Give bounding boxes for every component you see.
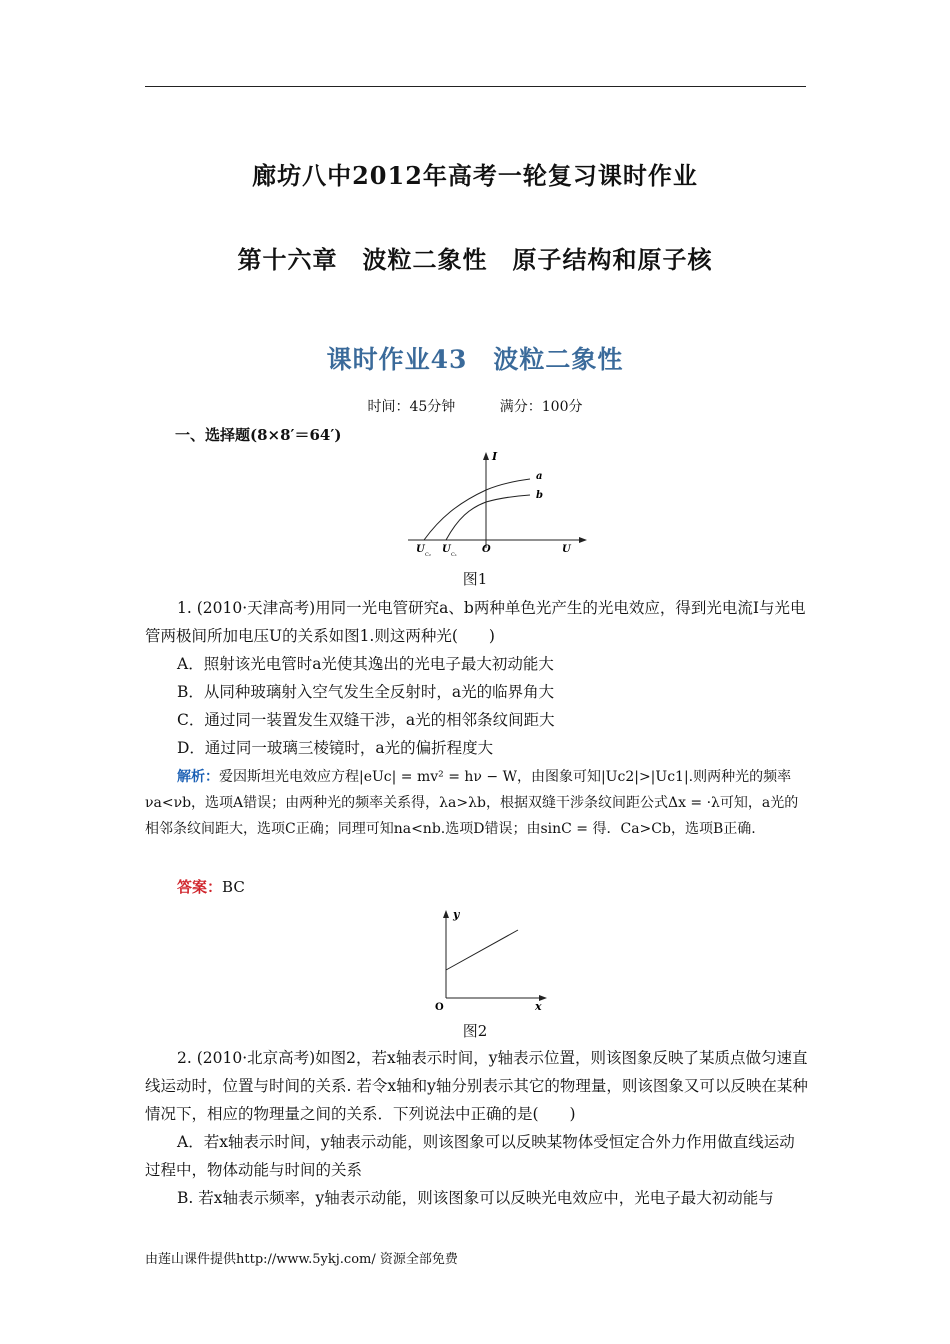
figure-1-label-uc2-sub: C₂ xyxy=(425,552,431,558)
question-1-option-c: C．通过同一装置发生双缝干涉，a光的相邻条纹间距大 xyxy=(177,711,555,729)
figure-1-u-arrow xyxy=(579,537,587,543)
full-score: 满分：100分 xyxy=(499,399,583,415)
figure-2-line xyxy=(446,930,518,970)
question-2-option-a: A．若x轴表示时间，y轴表示动能，则该图象可以反映某物体受恒定合外力作用做直线运动过程中，物体动能与时间的关系 xyxy=(145,1133,795,1179)
figure-1-label-uc1-sub: C₁ xyxy=(451,552,457,558)
figure-1-i-arrow xyxy=(483,452,489,460)
answer-label: 答案： xyxy=(177,878,223,896)
question-1-option-a: A．照射该光电管时a光使其逸出的光电子最大初动能大 xyxy=(177,655,554,673)
answer-value: BC xyxy=(222,878,245,896)
document-title: 廊坊八中2012年高考一轮复习课时作业 xyxy=(252,161,698,190)
question-2-stem: 2. (2010·北京高考)如图2，若x轴表示时间，y轴表示位置，则该图象反映了某质点做匀速直线运动时，位置与时间的关系. 若令x轴和y轴分别表示其它的物理量，则该图象又可以反映在某种情况下，相应的物理量之间的关系．下列说法中正确的是( ) xyxy=(145,1049,808,1123)
chapter-title: 第十六章 波粒二象性 原子结构和原子核 xyxy=(237,245,713,274)
exam-meta xyxy=(0,396,950,416)
question-1-solution xyxy=(145,764,810,842)
figure-1-label-u: U xyxy=(562,544,571,555)
question-1-answer xyxy=(177,876,245,897)
time-limit: 时间：45分钟 xyxy=(367,399,456,415)
figure-1-label-uc2: U xyxy=(416,544,425,555)
solution-text: 爱因斯坦光电效应方程|eUc| = mv² = hν − W，由图象可知|Uc2|>|Uc1|.则两种光的频率νa<νb，选项A错误；由两种光的频率关系得，λa>λb，根据双缝干涉条纹间距公式Δx = ·λ可知，a光的相邻条纹间距大，选项C正确；同理可知na<nb.选项D错误；由sinC = 得．Ca>Cb，选项B正确. xyxy=(145,769,799,837)
figure-1-label-b: b xyxy=(536,490,543,501)
figure-1-curve-b xyxy=(446,495,530,540)
figure-1-label-uc1: U xyxy=(442,544,451,555)
figure-2-y-arrow xyxy=(443,910,449,918)
question-1-option-b: B．从同种玻璃射入空气发生全反射时，a光的临界角大 xyxy=(177,683,555,701)
lesson-title: 课时作业43 波粒二象性 xyxy=(326,345,624,374)
figure-1-label-origin: O xyxy=(482,544,491,555)
figure-2-caption: 图2 xyxy=(462,1022,488,1040)
figure-1-curve-a xyxy=(424,479,530,540)
figure-1 xyxy=(400,448,590,564)
page-footer: 由莲山课件提供http://www.5ykj.com/ 资源全部免费 xyxy=(145,1252,458,1267)
solution-label: 解析： xyxy=(177,769,219,785)
question-1-option-d: D．通过同一玻璃三棱镜时，a光的偏折程度大 xyxy=(177,739,494,757)
header-rule xyxy=(145,86,806,87)
question-1-stem: 1. (2010·天津高考)用同一光电管研究a、b两种单色光产生的光电效应，得到光电流I与光电管两极间所加电压U的关系如图1.则这两种光( ) xyxy=(145,599,806,645)
figure-1-label-i: I xyxy=(492,450,498,463)
figure-2 xyxy=(425,906,555,1012)
figure-2-label-origin: O xyxy=(435,1002,444,1012)
figure-2-label-x: x xyxy=(535,1000,542,1012)
figure-2-label-y: y xyxy=(453,908,460,921)
question-2-option-b: B. 若x轴表示频率，y轴表示动能，则该图象可以反映光电效应中，光电子最大初动能与 xyxy=(177,1189,774,1207)
figure-1-caption: 图1 xyxy=(462,570,488,588)
figure-1-label-a: a xyxy=(536,471,543,482)
section-heading: 一、选择题(8×8′＝64′) xyxy=(175,426,342,444)
